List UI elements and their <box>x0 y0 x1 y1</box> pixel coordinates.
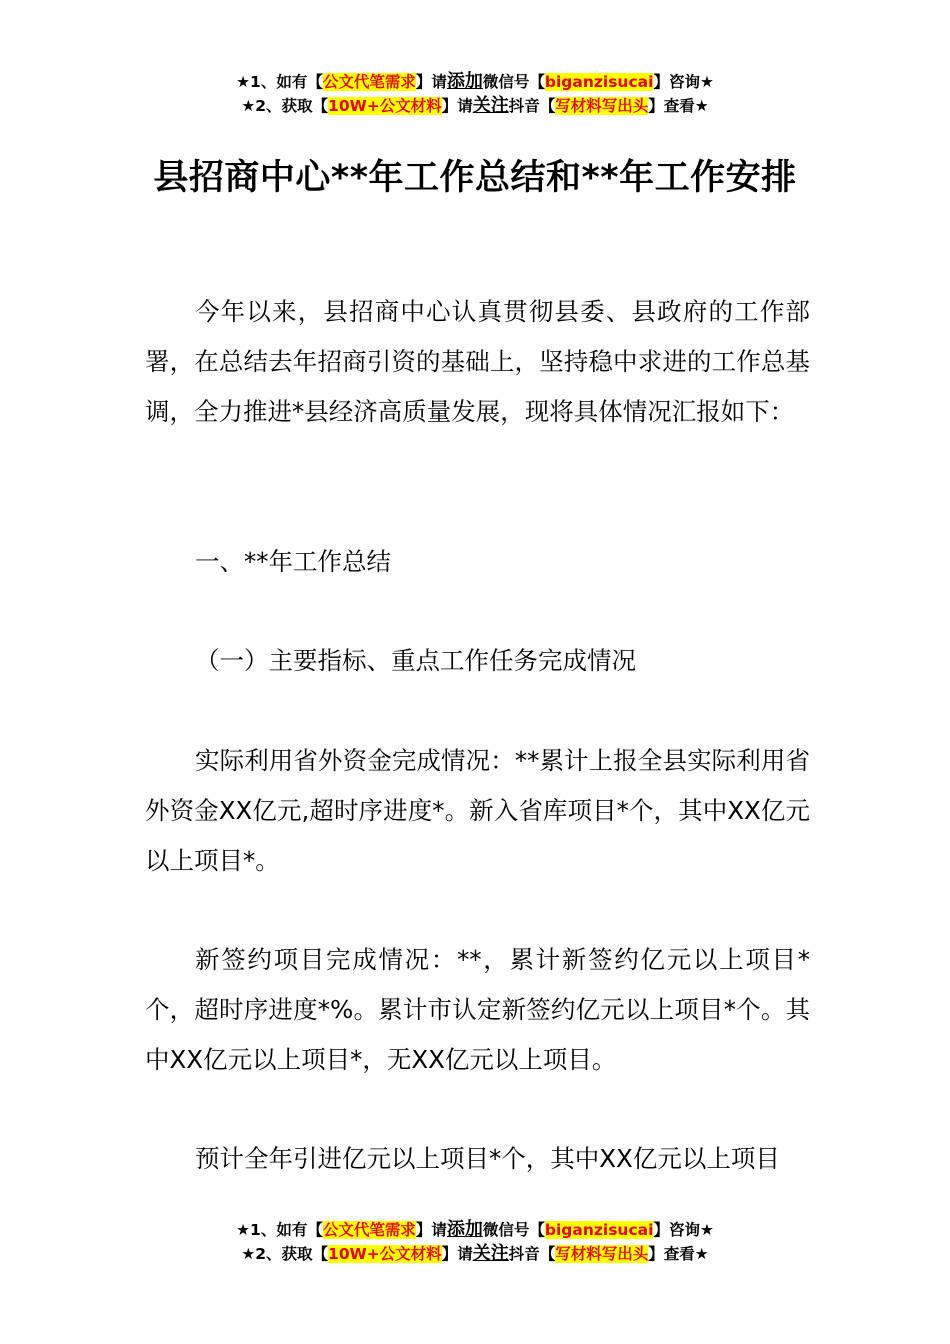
section-heading-1: 一、**年工作总结 <box>195 547 391 576</box>
highlight-wechat-id: biganzisucai <box>544 1221 654 1239</box>
highlight-service: 公文代笔需求 <box>322 73 416 91</box>
banner-line-1: ★1、如有【公文代笔需求】请添加微信号【biganzisucai】咨询★ <box>236 71 714 92</box>
footer-line-2: ★2、获取【10W+公文材料】请关注抖音【写材料写出头】查看★ <box>241 1243 709 1264</box>
highlight-wechat-id: biganzisucai <box>544 73 654 91</box>
paragraph-forecast: 预计全年引进亿元以上项目*个，其中XX亿元以上项目 <box>195 1144 780 1173</box>
header-banner <box>0 70 950 118</box>
paragraph-intro: 今年以来，县招商中心认真贯彻县委、县政府的工作部署，在总结去年招商引资的基础上，坚持稳中求进的工作总基调，全力推进*县经济高质量发展，现将具体情况汇报如下： <box>145 297 810 426</box>
highlight-materials: 10W+公文材料 <box>328 97 442 115</box>
highlight-douyin: 写材料写出头 <box>555 97 649 115</box>
highlight-douyin: 写材料写出头 <box>555 1245 649 1263</box>
banner-line-2: ★2、获取【10W+公文材料】请关注抖音【写材料写出头】查看★ <box>241 95 709 116</box>
subsection-heading-1: （一）主要指标、重点工作任务完成情况 <box>195 646 636 675</box>
paragraph-capital: 实际利用省外资金完成情况：**累计上报全县实际利用省外资金XX亿元,超时序进度*。新入省库项目*个，其中XX亿元以上项目*。 <box>145 746 810 875</box>
document-title: 县招商中心**年工作总结和**年工作安排 <box>153 158 797 198</box>
footer-banner <box>0 1218 950 1266</box>
footer-line-1: ★1、如有【公文代笔需求】请添加微信号【biganzisucai】咨询★ <box>236 1219 714 1240</box>
highlight-service: 公文代笔需求 <box>322 1221 416 1239</box>
highlight-materials: 10W+公文材料 <box>328 1245 442 1263</box>
paragraph-new-projects: 新签约项目完成情况：**，累计新签约亿元以上项目*个，超时序进度*%。累计市认定新签约亿元以上项目*个。其中XX亿元以上项目*，无XX亿元以上项目。 <box>145 945 810 1074</box>
